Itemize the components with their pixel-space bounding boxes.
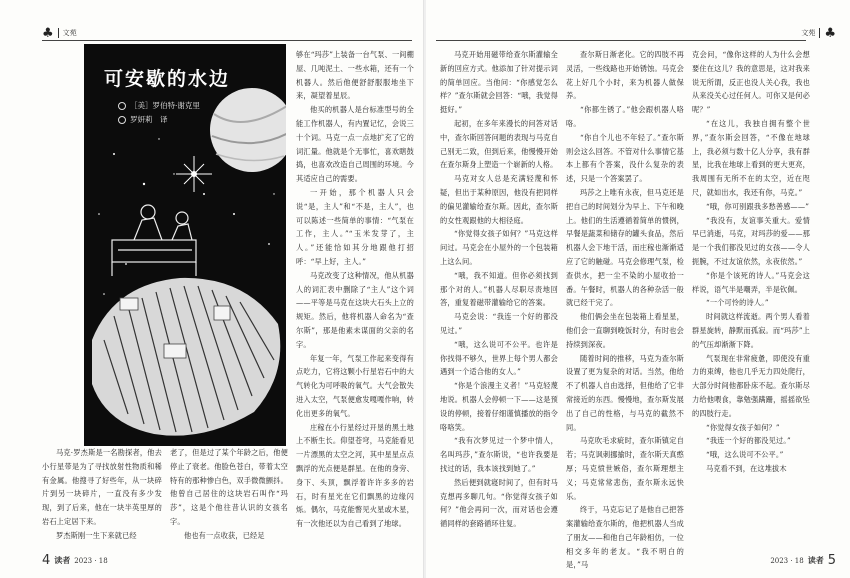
translator-line: [118, 114, 168, 125]
paragraph: “我没有，友谊事关重大。爱情早已消逝，马克，对玛莎的爱——那是一个我们都没见过的女孩——令人扼腕，不过友谊依然，永夜依然。”: [692, 215, 810, 266]
issue-label: 2023 · 18: [770, 556, 804, 565]
paragraph: 玛莎之上唯有永夜，但马克还是把自己的时间划分为早上、下午和晚上。他们的生活遵循着简单的惯例，早餐是蔬菜和储存的罐头食品，然后机器人会下地干活，而庄稼也渐渐适应了它的触碰。马克会修理气泵，检查供水，把一尘不染的小屋收拾一番。午餐时，机器人的各种杂活一般就已经干完了。: [566, 187, 684, 308]
section-label: 文苑: [801, 29, 816, 37]
header-divider: [819, 28, 820, 38]
issue-label: 2023 · 18: [74, 556, 108, 565]
paragraph: “在这儿，我独自拥有整个世界，”查尔斯会回答，“不像在地球上，我必须与数十亿人分享，我有群星，比我在地球上看到的更大更亮，我周围有无所不在的太空，近在咫尺，就如出水，我还有你，马克。”: [692, 118, 810, 197]
author-line: [118, 100, 200, 111]
translator-name: 罗妍莉 译: [130, 115, 168, 124]
tree-logo-icon: ♣: [42, 25, 54, 41]
paragraph: “你是个该死的诗人。”马克会这样说，语气半是嘲弄，半是钦佩。: [692, 270, 810, 294]
paragraph: 一开始，那个机器人只会说“是，主人”和“不是，主人”，也可以陈述一些简单的事情：“气泵在工作，主人。”“玉米发芽了，主人。”还能恰如其分地跟他打招呼：“早上好，主人。”: [296, 187, 414, 266]
paragraph: “哦，你可别跟我多愁善感——”: [706, 201, 810, 211]
paragraph: 庄稼在小行星经过开垦的黑土地上不断生长。仰望苍穹，马克能看见一片漂黑的太空之河，其中星星点点飘浮的光点便是群星。在他的身旁、身下、头顶，飘浮着许许多多的岩石，时有星光在它们飘黑的边缘闪烁。偶尔，马克能瞥见火星或木星，有一次他还以为自己看到了地球。: [296, 422, 414, 529]
magazine-mark: 读者: [807, 555, 824, 565]
paragraph: 终于，马克忘记了是他自己把答案灌输给查尔斯的，他把机器人当成了朋友——和他自己年龄相仿，一位相交多年的老友。“我不明白的是，”马: [566, 505, 684, 570]
bullet-icon: [118, 102, 126, 110]
paragraph: 够在“玛莎”上装备一台气泵、一间棚屋、几吨泥土、一些水箱，还有一个机器人。然后他便舒舒服服地坐下来，凝望着星辰。: [296, 50, 414, 101]
right-footer: [770, 553, 836, 568]
article-title: 可安歇的水边: [104, 68, 231, 90]
header-divider: [58, 28, 59, 38]
right-header: [801, 26, 836, 40]
page-number: 4: [42, 553, 51, 568]
header-rule: [436, 40, 806, 41]
paragraph: “你自个儿也不年轻了。”查尔斯则会这么回答。不管对什么事情它基本上都有个答案，没什么复杂的表述，只是一个答案罢了。: [566, 132, 684, 184]
paragraph: 然后便到就寝时间了，但有时马克想再多聊几句。“你觉得女孩子如何？”他会再问一次，而对话也会遵循同样的套路循环往复。: [440, 477, 558, 529]
paragraph: 马克对女人总是充满轻蔑和怀疑，但出于某种原因，他没有把同样的偏见灌输给查尔斯。因此，查尔斯的女性观跟他的大相径庭。: [440, 174, 558, 225]
left-header: [42, 26, 77, 40]
paragraph: 马克吹毛求疵时，查尔斯镇定自若；马克讽刺挪揄时，查尔斯天真憨厚；马克愤世嫉俗，查尔斯理想主义；马克常常悲伤，查尔斯永远快乐。: [566, 436, 684, 501]
left-column-2: [170, 446, 288, 543]
header-rule: [42, 40, 412, 41]
paragraph: 查尔斯日渐老化。它的四肢不再灵活，一些线路也开始锈蚀。马克会花上好几个小时，来为机器人做保养。: [566, 50, 684, 101]
paragraph: “你是个浪漫主义者！”马克轻蔑地说。机器人会停顿一下——这是预设的停顿，接着仔细谨慎播放的指令咯咯笑。: [440, 381, 558, 432]
paragraph: 罗杰斯刚一生下来就已经: [56, 530, 137, 540]
paragraph: 随着时间的推移，马克为查尔斯设置了更为复杂的对话。当然，他给不了机器人自由选择，但他给了它非常接近的东西。慢慢地，查尔斯发展出了自己的性格，与马克的截然不同。: [566, 353, 684, 432]
paragraph: 马克会说：“我连一个好的都没见过。”: [440, 312, 558, 335]
paragraph: 时间就这样流逝。两个男人看着群星旋转，静默而孤寂。而“玛莎”上的气压却渐渐下降。: [692, 312, 810, 349]
paragraph: “哦，我不知道。但你必须找到那个对的人。”机器人尽职尽责地回答，重复着磁带灌输给它的答案。: [440, 270, 558, 308]
right-page: [426, 0, 850, 578]
paragraph: “一个可怜的诗人。”: [706, 298, 769, 308]
tree-logo-icon: ♣: [824, 25, 836, 41]
paragraph: 马克开始用磁带给查尔斯灌输全新的回应方式。他添加了针对提示词的简单回应。当他问：“你感觉怎么样？”查尔斯就会回答：“哦，我觉得挺好。”: [440, 50, 558, 115]
author-name: ［美］罗伯特·谢克里: [130, 101, 200, 110]
bullet-icon: [118, 116, 126, 124]
paragraph: “我连一个好的都没见过。”: [706, 436, 791, 446]
paragraph: 马克·罗杰斯是一名勘探者，他去小行星带是为了寻找放射性物质和稀有金属。他搜寻了好些年，从一块碎片到另一块碎片，一直没有多少发现，到了后来，他在一块半英里厚的岩石上定居下来。: [42, 448, 162, 526]
left-page: [0, 0, 424, 578]
paragraph: 马克改变了这种情况，他从机器人的词汇表中删除了“主人”这个词——平等是马克在这块大石头上立的规矩。然后，他将机器人命名为“查尔斯”，那是他素未谋面的父亲的名字。: [296, 270, 414, 349]
paragraph: “哦，这么说可不公平。”: [706, 450, 784, 460]
paragraph: 克会问，“像你这样的人为什么会想要住在这儿？我的意思是，这对我来说无所谓，反正也没人关心我，我也从来没关心过任何人。可你又是何必呢？”: [692, 50, 810, 115]
left-column-3: [296, 48, 414, 531]
section-label: 文苑: [62, 29, 77, 37]
paragraph: “你觉得女孩子如何？”: [706, 422, 780, 432]
magazine-mark: 读者: [54, 555, 71, 565]
paragraph: 年复一年，气泵工作起来变得有点吃力，它将这颗小行星岩石中的大气转化为可呼吸的氧气。大气会散失进入太空，气泵便愈发嘎嘎作响，转化出更多的氧气。: [296, 353, 414, 418]
paragraph: “哦，这么说可不公平。也许是你找得不够久，世界上每个男人都会遇到一个适合他的女人。”: [440, 339, 558, 377]
paragraph: 马克看不到，在这堆拔木: [706, 463, 787, 473]
article-illustration: [84, 44, 286, 446]
right-column-2: [566, 48, 684, 572]
right-column-1: [440, 48, 558, 531]
left-column-1: [42, 446, 162, 543]
paragraph: 他也有一点收获，已经足: [184, 530, 265, 540]
paragraph: 起初，在多年来漫长的问答对话中，查尔斯回答问题的表现与马克自己别无二致，但到后来，他慢慢开始在查尔斯身上塑造一个崭新的人格。: [440, 118, 558, 170]
paragraph: 老了，但是过了某个年龄之后，他便停止了衰老。他脸色苍白，带着太空特有的那种惨白色，双手微微颤抖。他曾自己居住的这块岩石叫作“玛莎”，这是个他往昔认识的女孩名字。: [170, 448, 288, 526]
paragraph: 他买的机器人是台标准型号的全能工作机器人，有内置记忆，会说三十个词。马克一点一点地扩充了它的词汇量。他就是个无事忙，喜欢瞎鼓捣，也喜欢改造自己周围的环境。今其适应自己的需要。: [296, 105, 414, 184]
right-column-3: [692, 48, 810, 476]
left-footer: [42, 553, 108, 568]
paragraph: “你觉得女孩子如何？”马克这样问过。马克会在小屋外的一个包装箱上这么问。: [440, 229, 558, 266]
paragraph: “我有次梦见过一个梦中情人，名叫玛莎，”查尔斯说，“也许我要是找过的话，我本该找到她了。”: [440, 436, 558, 473]
page-number: 5: [827, 553, 836, 568]
paragraph: 气泵现在非常疲惫，即使没有重力的束缚，他也几乎无力四处爬行，大部分时间他都卧床不起。查尔斯尽力给他喂食，靠勉强蹒跚，摇摇欲坠的四肢行走。: [692, 353, 810, 418]
paragraph: “你都生锈了。”他会跟机器人咯咯。: [566, 105, 684, 128]
paragraph: 他们俩会坐在包装箱上看星星，他们会一直聊到晚饭时分，有时也会持续到深夜。: [566, 312, 684, 349]
